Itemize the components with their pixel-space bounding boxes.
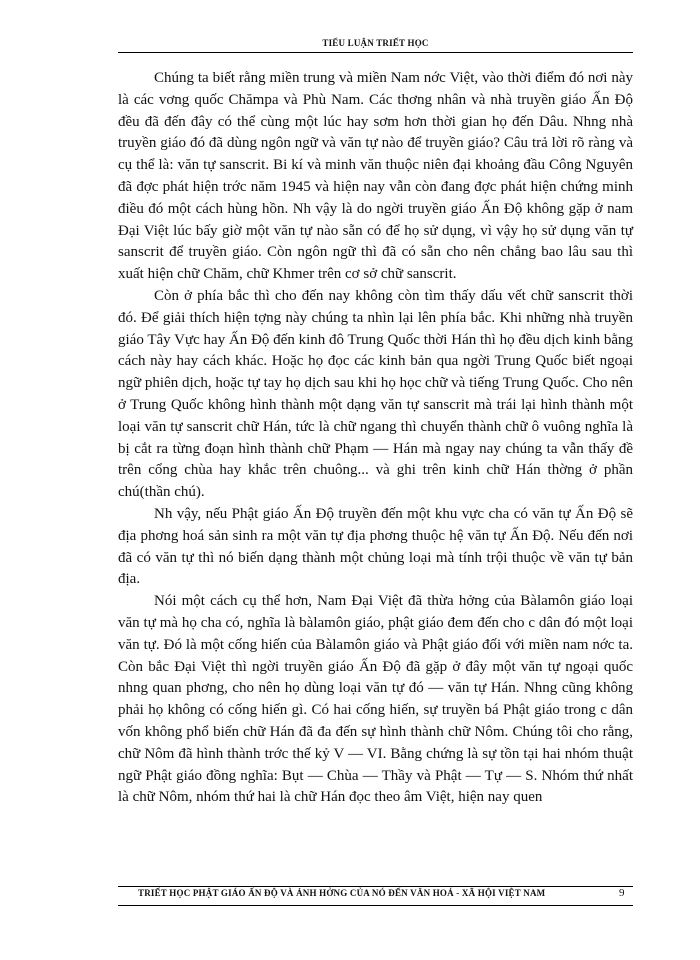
header-rule xyxy=(118,52,633,53)
paragraph-1: Chúng ta biết rằng miền trung và miền Nam nớc Việt, vào thời điểm đó nơi này là các vơng quốc Chămpa và Phù Nam. Các thơng nhân và nhà truyền giáo Ấn Độ đều đã đến đây có thể cùng một lúc hay sơm hơn thời gian họ đến Dâu. Nhng nhà truyền giáo đó đã dùng ngôn ngữ và văn tự nào để truyền giáo? Câu trả lời rõ ràng và cụ thể là: văn tự sanscrit. Bi kí và minh văn thuộc niên đại khoảng đầu Công Nguyên đã đợc phát hiện trớc năm 1945 và hiện nay vẫn còn đang đợc phát hiện chứng minh điều đó một cách hùng hồn. Nh vậy là do ngời truyền giáo Ấn Độ không gặp ở nam Đại Việt lúc bấy giờ một văn tự nào sẵn có để họ sử dụng, vì vậy họ sử dụng văn tự sanscrit để truyền giáo. Còn ngôn ngữ thì đã có sẵn cho nên chẳng bao lâu sau thì xuất hiện chữ Chăm, chữ Khmer trên cơ sở chữ sanscrit. xyxy=(118,70,633,283)
footer-rule xyxy=(118,886,633,887)
page-number: 9 xyxy=(619,887,625,899)
footer-rule-bottom xyxy=(118,905,633,906)
page-footer: TRIẾT HỌC PHẬT GIÁO ẤN ĐỘ VÀ ẢNH HỞNG CỦA NÓ ĐẾN VĂN HOÁ - XÃ HỘI VIỆT NAM xyxy=(138,888,546,898)
paragraph-3: Nh vậy, nếu Phật giáo Ấn Độ truyền đến một khu vực cha có văn tự Ấn Độ sẽ địa phơng hoá sản sinh ra một văn tự địa phơng thuộc hệ văn tự Ấn Độ. Nếu đến nơi đã có văn tự thì nó biến dạng thành một chủng loại mà tính trội thuộc về văn tự bản địa. xyxy=(118,505,633,588)
document-body xyxy=(118,68,633,928)
page-header: TIỂU LUẬN TRIẾT HỌC xyxy=(322,38,429,48)
paragraph-4: Nói một cách cụ thể hơn, Nam Đại Việt đã thừa hởng của Bàlamôn giáo loại văn tự mà họ cha có, nghĩa là bàlamôn giáo, phật giáo đem đến cho c dân đó một loại văn tự. Đó là một cống hiến của Bàlamôn giáo và Phật giáo đối với miền nam nớc ta. Còn bắc Đại Việt thì ngời truyền giáo Ấn Độ đã gặp ở đây một văn tự ngoại quốc nhng quan phơng, cho nên họ dùng loại văn tự đó — văn tự Hán. Nhng cũng không phải họ không có cống hiến gì. Có hai cống hiến, sự truyền bá Phật giáo trong c dân vốn không phổ biến chữ Hán đã đa đến sự hình thành chữ Nôm. Chúng tôi cho rằng, chữ Nôm đã hình thành trớc thế kỷ V — VI. Bằng chứng là sự tồn tại hai nhóm thuật ngữ Phật giáo đồng nghĩa: Bụt — Chùa — Thầy và Phật — Tự — S. Nhóm thứ nhất là chữ Nôm, nhóm thứ hai là chữ Hán đọc theo âm Việt, hiện nay quen xyxy=(118,593,633,806)
paragraph-2: Còn ở phía bắc thì cho đến nay không còn tìm thấy dấu vết chữ sanscrit thời đó. Để giải thích hiện tợng này chúng ta nhìn lại lên phía bắc. Khi những nhà truyền giáo Tây Vực hay Ấn Độ đến kinh đô Trung Quốc thời Hán thì họ đều dịch kinh bằng cách này hay cách khác. Hoặc họ đọc các kinh bản qua ngời Trung Quốc biết ngoại ngữ phiên dịch, hoặc tự tay họ dịch sau khi họ học chữ và tiếng Trung Quốc. Cho nên ở Trung Quốc không hình thành một dạng văn tự sanscrit mà trái lại hình thành một loại văn tự sanscrit chữ Hán, tức là chữ ngang thì chuyển thành chữ ô vuông nghĩa là bị cắt ra từng đoạn hình thành chữ Phạm — Hán mà ngay nay chúng ta vẫn thấy đề trên cổng chùa hay khắc trên chuông... và ghi trên kinh chữ Hán thờng ở phần chú(thần chú). xyxy=(118,287,633,501)
